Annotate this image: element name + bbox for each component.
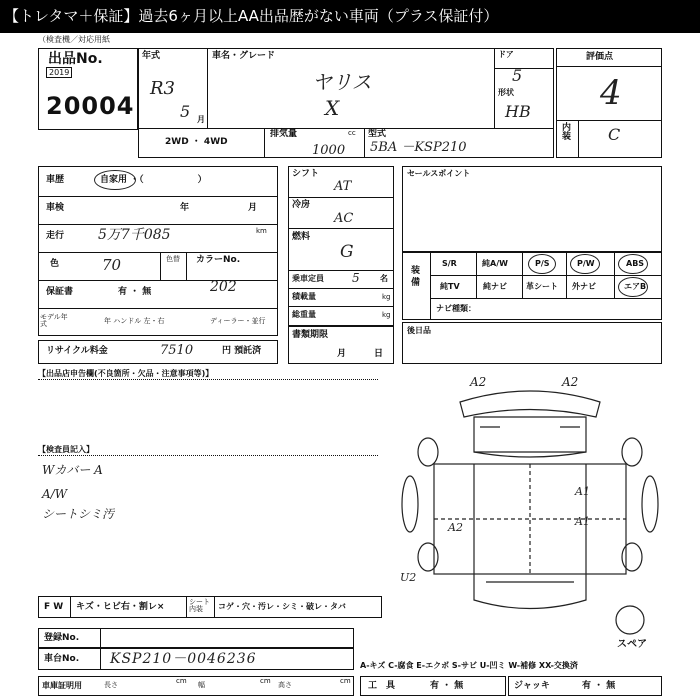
mileage-unit: km [256, 227, 267, 235]
load-label: 積載量 [292, 292, 316, 301]
option-sr: S/R [442, 259, 457, 268]
ac-label: 冷房 [292, 200, 311, 210]
shift-value: AT [334, 179, 352, 194]
mark-a1-upper: A1 [575, 485, 590, 498]
inspection-year: 年 [180, 203, 190, 213]
option-abs: ABS [626, 259, 645, 268]
color-no-label: カラーNo. [196, 255, 241, 265]
option-ext-navi: 外ナビ [572, 282, 596, 291]
dim-height-unit: cm [340, 677, 351, 685]
spare-label: スペア [617, 639, 647, 650]
later-label: 後日品 [407, 326, 431, 335]
sales-label: セールスポイント [407, 169, 471, 178]
month-unit: 月 [197, 115, 205, 124]
model-label: 型式 [368, 129, 387, 139]
inspector-line-2: A/W [42, 487, 68, 501]
recycle-label: リサイクル料金 [46, 346, 108, 356]
reg-value: 自家用 ・（ ） [100, 175, 207, 185]
dim-length: 長さ [104, 681, 118, 689]
dim-height: 高さ [278, 681, 292, 689]
jack-label: ジャッキ [514, 681, 550, 691]
shape-label: 形状 [498, 88, 514, 97]
shift-label: シフト [292, 169, 320, 179]
fw-label: F W [44, 602, 64, 612]
option-airbag: エアB [624, 282, 647, 291]
sales-box [402, 166, 662, 252]
reg-no-label: 登録No. [44, 633, 80, 643]
header-banner: 【トレタマ＋保証】過去6ヶ月以上AA出品歴がない車両（プラス保証付） [0, 0, 700, 33]
deadline-label: 書類期限 [292, 330, 329, 340]
reg-label: 車歴 [46, 175, 65, 185]
fuel-label: 燃料 [292, 232, 311, 242]
interior-label: 内装 [562, 123, 572, 142]
dim-width: 幅 [198, 681, 205, 689]
seller-notes-label: 【出品店申告欄(不良箇所・欠品・注意事項等)】 [38, 369, 214, 378]
displacement-unit: cc [348, 129, 356, 137]
cert-row [38, 676, 354, 696]
weight-unit: kg [382, 311, 391, 319]
lot-label: 出品No. [48, 51, 103, 67]
fw-text: キズ・ヒビ右・割レ× [76, 602, 165, 612]
color-no-value: 202 [210, 279, 237, 295]
fuel-value: G [340, 242, 354, 262]
tool-label: 工 具 [368, 681, 396, 691]
color-sub: 色替 [166, 255, 180, 263]
jack-value: 有 ・ 無 [582, 681, 616, 691]
year-label: 年式 [142, 51, 161, 61]
shape-value: HB [505, 102, 531, 121]
ac-value: AC [334, 211, 354, 226]
month-value: 5 [180, 102, 191, 121]
mark-u2: U2 [400, 571, 417, 584]
load-unit: kg [382, 293, 391, 301]
option-tv: 純TV [440, 282, 460, 291]
grade-value: X [325, 96, 340, 120]
warranty-label: 保証書 [46, 287, 74, 297]
dim-length-unit: cm [176, 677, 187, 685]
color-label: 色 [50, 259, 60, 269]
tool-value: 有 ・ 無 [430, 681, 464, 691]
option-ps: P/S [535, 259, 550, 268]
door-value: 5 [512, 66, 523, 85]
inspector-line-3: シートシミ汚 [42, 507, 115, 521]
lot-number: 20004 [46, 92, 135, 120]
interior-value: C [608, 125, 621, 144]
capacity-label: 乗車定員 [292, 274, 324, 283]
damage-legend: A-キズ C-腐食 E-エクボ S-サビ U-凹ミ W-補修 XX-交換済 [360, 661, 578, 670]
later-box [402, 322, 662, 364]
deadline-month: 月 [337, 349, 347, 359]
weight-label: 総重量 [292, 310, 316, 319]
history-box [38, 166, 278, 336]
option-leather: 革シート [526, 282, 558, 291]
model-value: 5BA －KSP210 [370, 140, 467, 155]
option-navi: 純ナビ [483, 282, 507, 291]
name-value: ヤリス [312, 70, 372, 94]
mark-a2-left: A2 [470, 375, 487, 389]
door-label: ドア [498, 50, 514, 59]
displacement-value: 1000 [312, 143, 346, 158]
mileage-label: 走行 [46, 231, 65, 241]
options-label: 装備 [411, 266, 421, 288]
chassis-value: KSP210－0046236 [110, 651, 257, 667]
recycle-unit: 円 預託済 [222, 346, 262, 356]
drive-label: 2WD ・ 4WD [165, 137, 228, 147]
capacity-unit: 名 [380, 274, 388, 283]
year-value: R3 [150, 78, 176, 99]
score-label: 評価点 [586, 52, 614, 62]
seat-text: コゲ・穴・汚レ・シミ・破レ・タバ [218, 602, 346, 611]
lot-year-tag: 2019 [46, 67, 72, 78]
mileage-value: 5万7千085 [98, 227, 171, 243]
handle-text: 年 ハンドル 左・右 [104, 317, 165, 325]
score-value: 4 [600, 73, 622, 113]
option-aw: 純A/W [482, 259, 508, 268]
mark-a1-lower: A1 [575, 515, 590, 528]
car-damage-diagram [390, 372, 670, 642]
inspector-line-1: Wカバー A [42, 463, 103, 477]
mark-a2-right: A2 [562, 375, 579, 389]
top-note: （検査機／対応用紙 [38, 35, 110, 44]
chassis-label: 車台No. [44, 654, 80, 664]
navi-label: ナビ種類： [436, 304, 476, 313]
model-year-label: モデル年式 [40, 313, 68, 328]
reg-row [38, 628, 354, 648]
inspection-label: 車検 [46, 203, 65, 213]
dim-width-unit: cm [260, 677, 271, 685]
capacity-value: 5 [352, 271, 360, 285]
inspection-month: 月 [248, 203, 258, 213]
deadline-day: 日 [374, 349, 384, 359]
color-value: 70 [102, 256, 122, 274]
inspector-label: 【検査員記入】 [38, 445, 94, 454]
option-pw: P/W [577, 259, 595, 268]
mark-a2-side: A2 [448, 521, 463, 534]
displacement-label: 排気量 [270, 129, 298, 139]
seat-label: シート内装 [189, 598, 210, 613]
name-label: 車名・グレード [212, 51, 276, 61]
cert-label: 車庫証明用 [42, 681, 82, 690]
dealer-text: ディーラー・並行 [210, 317, 266, 325]
recycle-value: 7510 [160, 343, 194, 358]
warranty-value: 有 ・ 無 [118, 287, 152, 297]
